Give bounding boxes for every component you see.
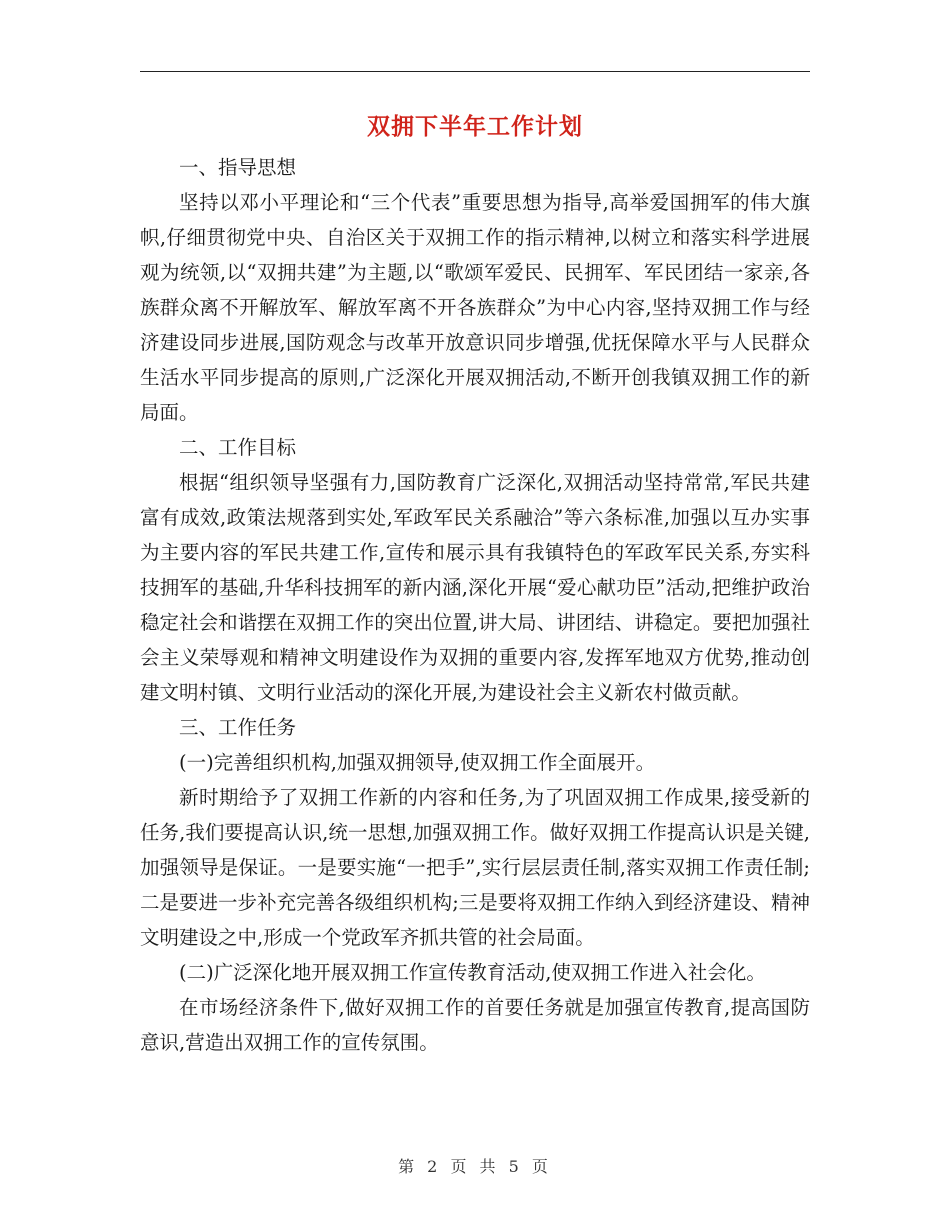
paragraph-guiding-ideology: 坚持以邓小平理论和“三个代表”重要思想为指导,高举爱国拥军的伟大旗帜,仔细贯彻党中央、自治区关于双拥工作的指示精神,以树立和落实科学进展观为统领,以“双拥共建”为主题,以“歌颂军爱民、民拥军、军民团结一家亲,各族群众离不开解放军、解放军离不开各族群众”为中心内容,坚持双拥工作与经济建设同步进展,国防观念与改革开放意识同步增强,优抚保障水平与人民群众生活水平同步提高的原则,广泛深化开展双拥活动,不断开创我镇双拥工作的新局面。 [140,191,810,424]
paragraph-work-goals: 根据“组织领导坚强有力,国防教育广泛深化,双拥活动坚持常常,军民共建富有成效,政策法规落到实处,军政军民关系融洽”等六条标准,加强以互办实事为主要内容的军民共建工作,宣传和展示具有我镇特色的军政军民关系,夯实科技拥军的基础,升华科技拥军的新内涵,深化开展“爱心献功臣”活动,把维护政治稳定社会和谐摆在双拥工作的突出位置,讲大局、讲团结、讲稳定。要把加强社会主义荣辱观和精神文明建设作为双拥的重要内容,发挥军地双方优势,推动创建文明村镇、文明行业活动的深化开展,为建设社会主义新农村做贡献。 [140,471,810,704]
header-rule [140,71,810,72]
page-number: 第 2 页 共 5 页 [398,1157,552,1176]
document-title: 双拥下半年工作计划 [367,114,583,140]
section-heading-work-goals: 二、工作目标 [179,436,297,459]
paragraph-task-one: 新时期给予了双拥工作新的内容和任务,为了巩固双拥工作成果,接受新的任务,我们要提高认识,统一思想,加强双拥工作。做好双拥工作提高认识是关键,加强领导是保证。一是要实施“一把手”,实行层层责任制,落实双拥工作责任制;二是要进一步补充完善各级组织机构;三是要将双拥工作纳入到经济建设、精神文明建设之中,形成一个党政军齐抓共管的社会局面。 [140,786,810,949]
subheading-task-one: (一)完善组织机构,加强双拥领导,使双拥工作全面展开。 [179,751,656,774]
section-heading-work-tasks: 三、工作任务 [179,716,297,739]
paragraph-task-two: 在市场经济条件下,做好双拥工作的首要任务就是加强宣传教育,提高国防意识,营造出双拥工作的宣传氛围。 [140,996,810,1054]
section-heading-guiding-ideology: 一、指导思想 [179,156,297,179]
subheading-task-two: (二)广泛深化地开展双拥工作宣传教育活动,使双拥工作进入社会化。 [179,961,766,984]
document-body [140,150,810,1060]
